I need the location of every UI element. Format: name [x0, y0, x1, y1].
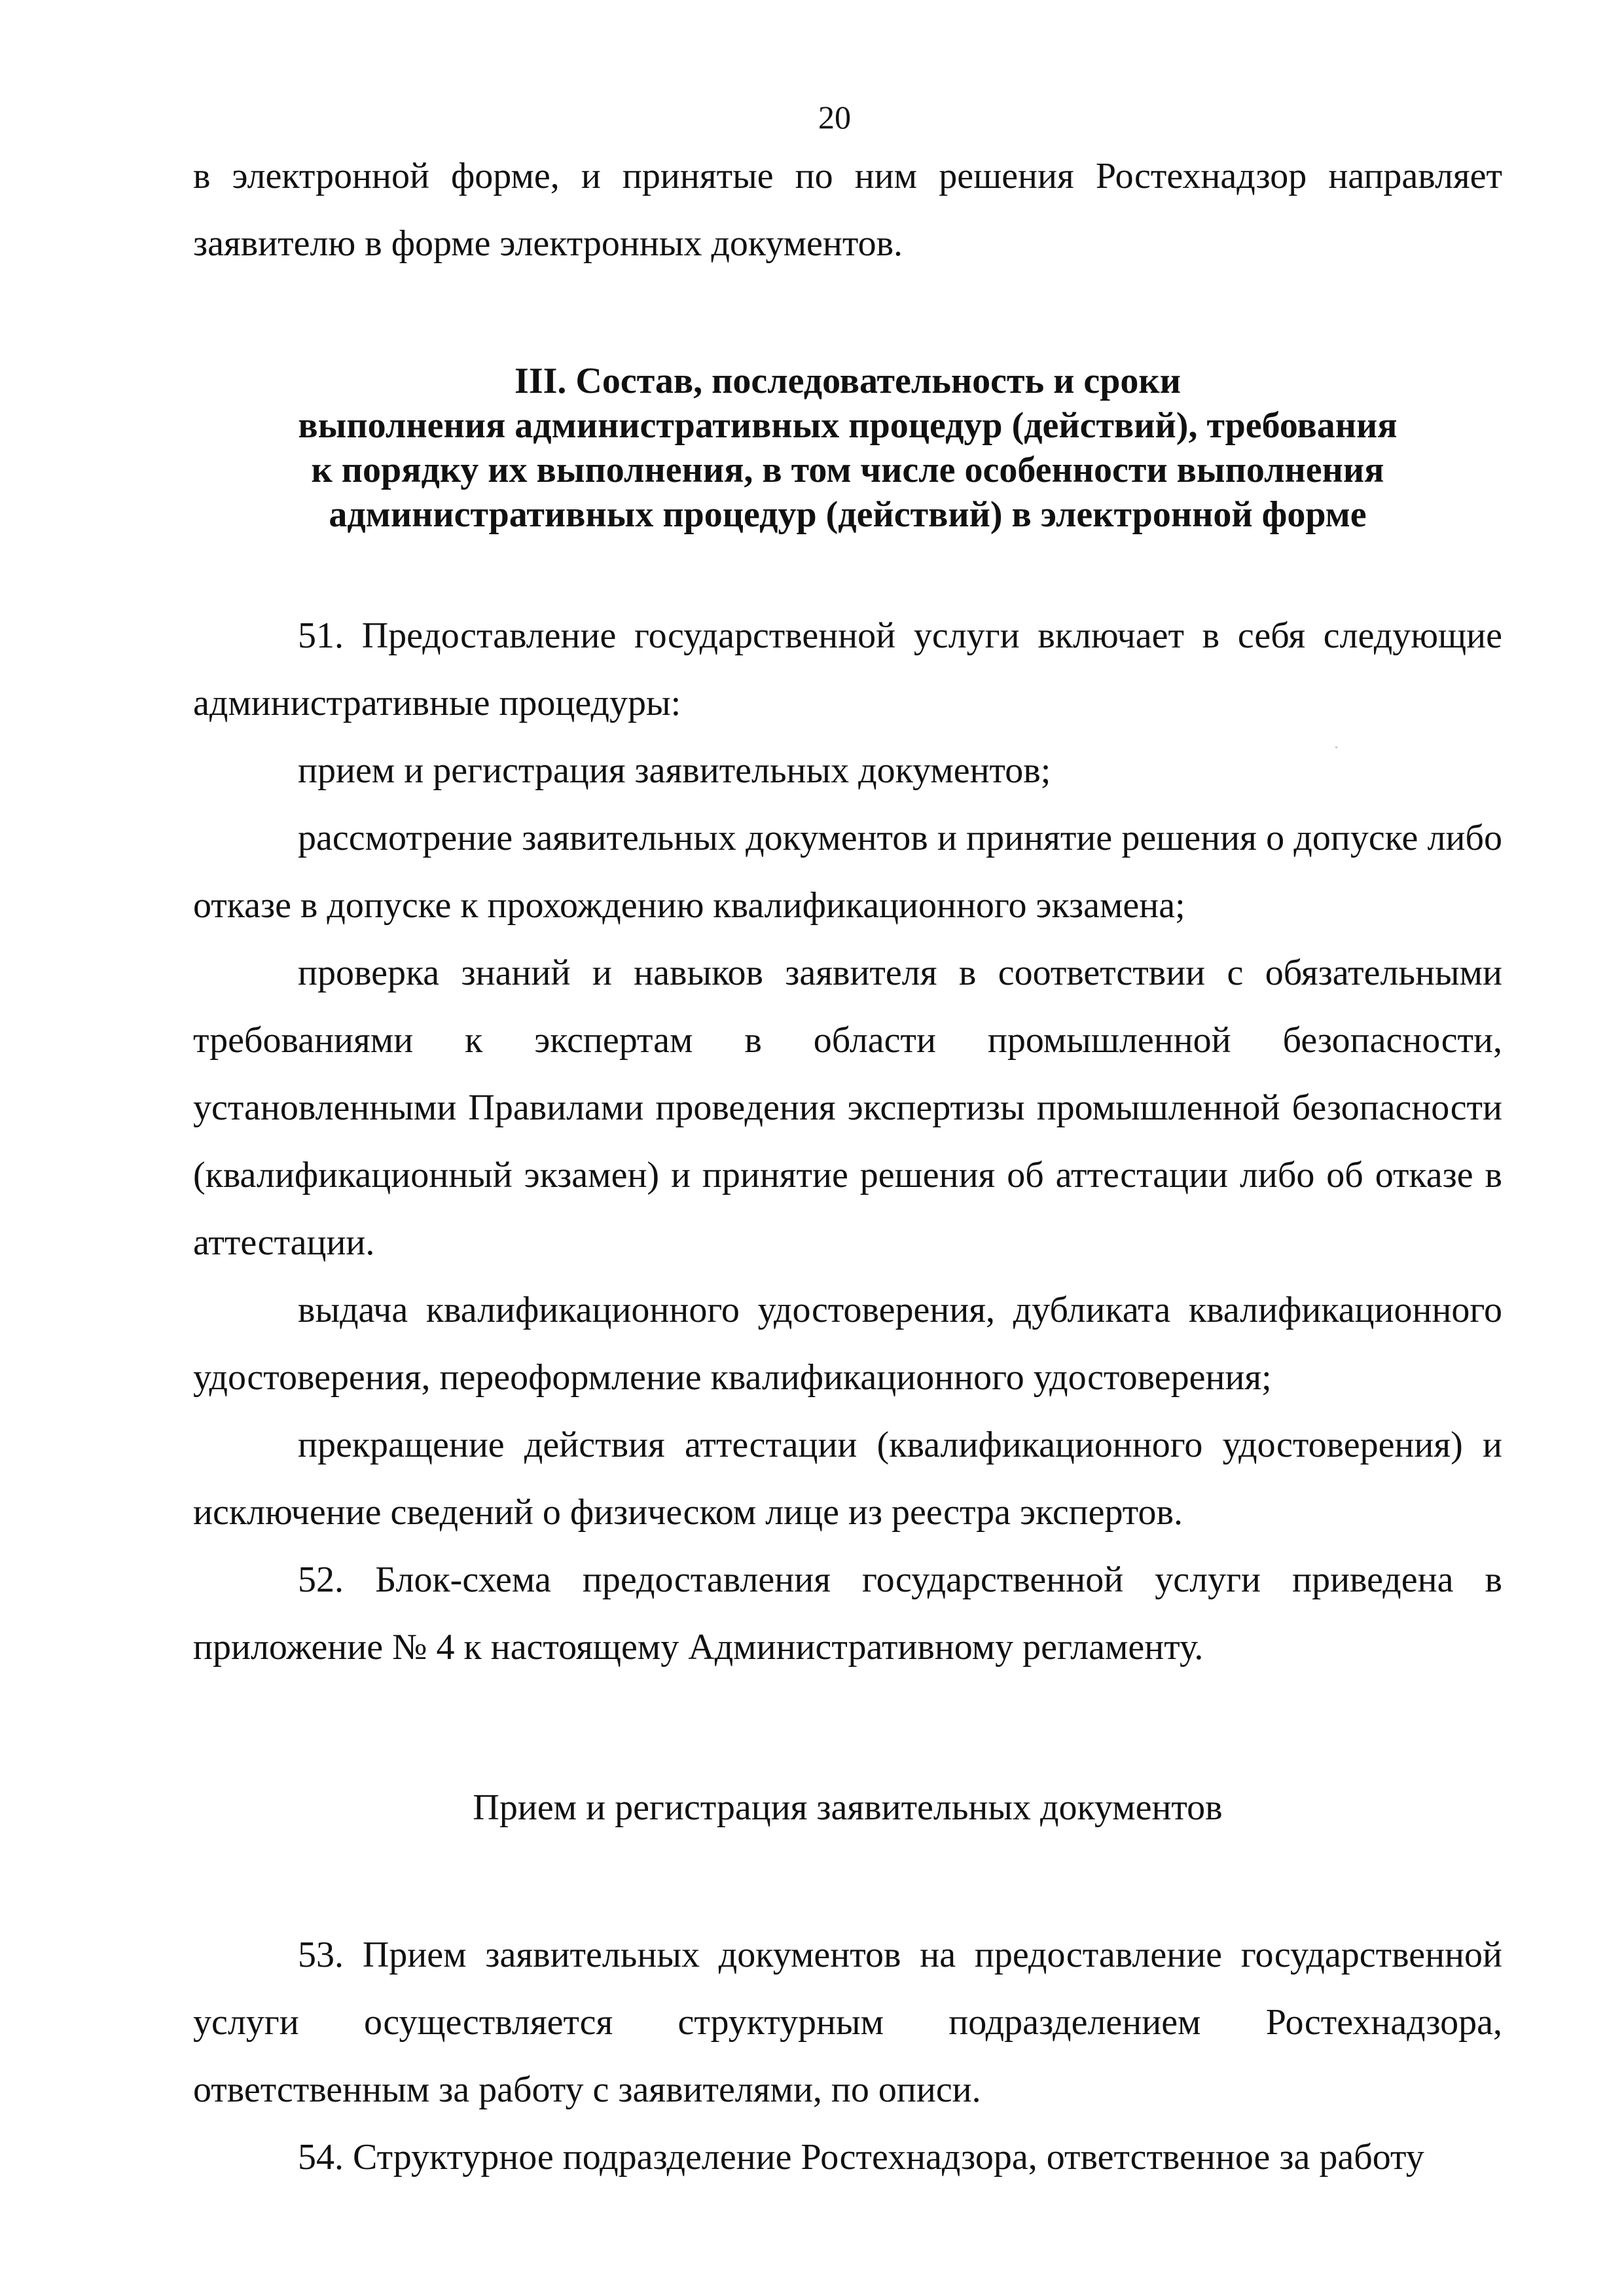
section-body [193, 602, 1502, 1681]
intro-text [193, 143, 1502, 278]
procedure-item-3: проверка знаний и навыков заявителя в соответствии с обязательными требованиями к экспертам в области промышленной безопасности, установленными Правилами проведения экспертизы промышленной безопасности (квалификационный экзамен) и принятие решения об аттестации либо об отказе в аттестации. [193, 953, 1502, 1263]
section-heading-line-3: к порядку их выполнения, в том числе особенности выполнения [311, 450, 1384, 490]
paragraph-51: 51. Предоставление государственной услуги включает в себя следующие административные процедуры: [193, 615, 1502, 723]
procedure-item-5: прекращение действия аттестации (квалификационного удостоверения) и исключение сведений о физическом лице из реестра экспертов. [193, 1425, 1502, 1533]
procedure-item-2: рассмотрение заявительных документов и принятие решения о допуске либо отказе в допуске к прохождению квалификационного экзамена; [193, 818, 1502, 926]
section-heading-line-1: III. Состав, последовательность и сроки [514, 361, 1181, 401]
intro-paragraph: в электронной форме, и принятые по ним решения Ростехнадзор направляет заявителю в форме электронных документов. [193, 156, 1502, 264]
paragraph-53: 53. Прием заявительных документов на предоставление государственной услуги осуществляется структурным подразделением Ростехнадзора, ответственным за работу с заявителями, по описи. [193, 1935, 1502, 2110]
scan-speck [1335, 746, 1337, 748]
paragraph-52: 52. Блок-схема предоставления государственной услуги приведена в приложение № 4 к настоящему Административному регламенту. [193, 1559, 1502, 1667]
subheading: Прием и регистрация заявительных документов [473, 1787, 1223, 1828]
section-heading-line-4: административных процедур (действий) в электронной форме [329, 494, 1367, 535]
procedure-item-4: выдача квалификационного удостоверения, дубликата квалификационного удостоверения, переоформление квалификационного удостоверения; [193, 1290, 1502, 1398]
paragraph-54: 54. Структурное подразделение Ростехнадзора, ответственное за работу [298, 2137, 1424, 2178]
subsection-body [193, 1922, 1502, 2191]
page-number: 20 [818, 99, 851, 136]
procedure-item-1: прием и регистрация заявительных документов; [298, 750, 1051, 791]
section-heading [193, 359, 1502, 537]
section-heading-line-2: выполнения административных процедур (действий), требования [298, 405, 1398, 446]
